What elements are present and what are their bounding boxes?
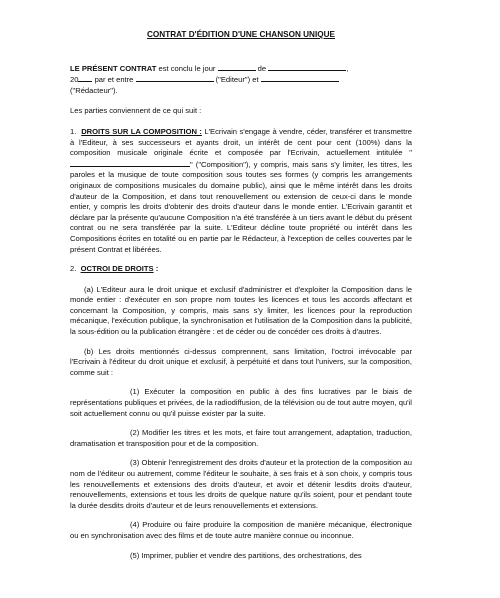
year-prefix: 20 [70, 75, 79, 85]
intro-text-5: ("Editeur") et [213, 75, 261, 85]
intro-text-1: est conclu le jour [156, 63, 218, 73]
section-1-heading: DROITS SUR LA COMPOSITION : [81, 126, 202, 136]
section-2-number: 2. [70, 264, 77, 274]
section-1-number: 1. [70, 126, 77, 136]
section-2-item-4: (4) Produire ou faire produire la composition de manière mécanique, électronique ou en synchronisation avec des films et de toute autre manière connue ou inconnue. [70, 520, 412, 540]
section-2-para-a: (a) L'Editeur aura le droit unique et exclusif d'administrer et d'exploiter la Composition dans le monde entier : d'exécuter en son propre nom toutes les licences et tous les accords affectant et concernant la Composition, y compris, mais sans s'y limiter, les licences pour la reproduction mécanique, l'exécution publique, la synchronisation et l'utilisation de la Composition dans la publicité, la sous-édition ou la publication étrangère : et de céder ou de concéder ces droits à d'autres. [70, 284, 412, 337]
document-title: CONTRAT D'ÉDITION D'UNE CHANSON UNIQUE [147, 30, 335, 39]
section-2-item-5: (5) Imprimer, publier et vendre des partitions, des orchestrations, des [130, 550, 362, 560]
section-1 [70, 127, 412, 255]
section-2-item-3: (3) Obtenir l'enregistrement des droits d'auteur et la protection de la composition au nom de l'éditeur ou autrement, comme l'éditeur le souhaite, à ses frais et à son choix, y compris tous les renouvellements et extensions des droits d'auteur, et avoir et détenir lesdits droits d'auteur, renouvellements, extensions et tous les droits de quelque nature qu'ils soient, pour et pendant toute la durée desdits droits d'auteur et de leurs renouvellements et extensions. [70, 458, 412, 510]
intro-text-2: de [255, 63, 269, 73]
agreement-line: Les parties conviennent de ce qui suit : [70, 106, 202, 116]
section-2-para-b: (b) Les droits mentionnés ci-dessus comprennent, sans limitation, l'octroi irrévocable par l'Ecrivain à l'éditeur du droit unique et exclusif, à perpétuité et dans tout l'univers, sur la composition, comme suit : [70, 346, 412, 377]
section-1-text-a: L'Ecrivain s'engage à vendre, céder, transférer et transmettre à l'Editeur, à ses successeurs et ayants droit, un intérêt de cent pour cent (100%) dans la composition musicale originale écrite et composée par l'Ecrivain, actuellement intitulée " [70, 126, 412, 158]
section-1-text-b: " ("Composition"), y compris, mais sans s'y limiter, les titres, les paroles et la musique de toute composition sous toutes ses formes (y compris les arrangements originaux de compositions musicales du domaine public), ainsi que le même intérêt dans les droits d'auteur de la Composition, et dans tout renouvellement ou extension de ceux-ci dans le monde entier, y compris les droits d'obtenir des droits d'auteur dans le monde entier. L'Ecrivain garantit et déclare par la présente qu'aucune Composition n'a été transférée à un tiers avant le début du présent contrat ou ne sera transférée par la suite. L'Editeur décline toute propriété ou intérêt dans les Compositions écrites en totalité ou en partie par le Rédacteur, à l'exception de celles couvertes par le présent Contrat et libérées. [70, 159, 412, 254]
section-2-item-1: (1) Exécuter la composition en public à des fins lucratives par le biais de représentations publiques et privées, de la radiodiffusion, de la télévision ou de tout autre moyen, qu'il soit actuellement connu ou qu'il puisse exister par la suite. [70, 387, 412, 418]
section-2-heading: OCTROI DE DROITS [80, 264, 154, 274]
writer-name-blank [261, 74, 339, 82]
section-2-item-2: (2) Modifier les titres et les mots, et faire tout arrangement, adaptation, traduction, dramatisation et transposition pour et de la composition. [70, 428, 412, 448]
section-2-heading-line [70, 264, 412, 275]
composition-title-blank [70, 159, 190, 167]
intro-text-3: , [346, 63, 349, 73]
year-blank [78, 74, 92, 82]
intro-text-4: par et entre [92, 75, 136, 85]
month-blank [268, 63, 349, 73]
day-blank [218, 63, 256, 71]
intro-text-6: ("Rédacteur"). [70, 85, 118, 95]
section-2-colon: : [153, 264, 159, 274]
intro-paragraph [70, 63, 412, 97]
intro-lead: LE PRÉSENT CONTRAT [70, 63, 157, 73]
editor-name-blank [136, 74, 214, 82]
